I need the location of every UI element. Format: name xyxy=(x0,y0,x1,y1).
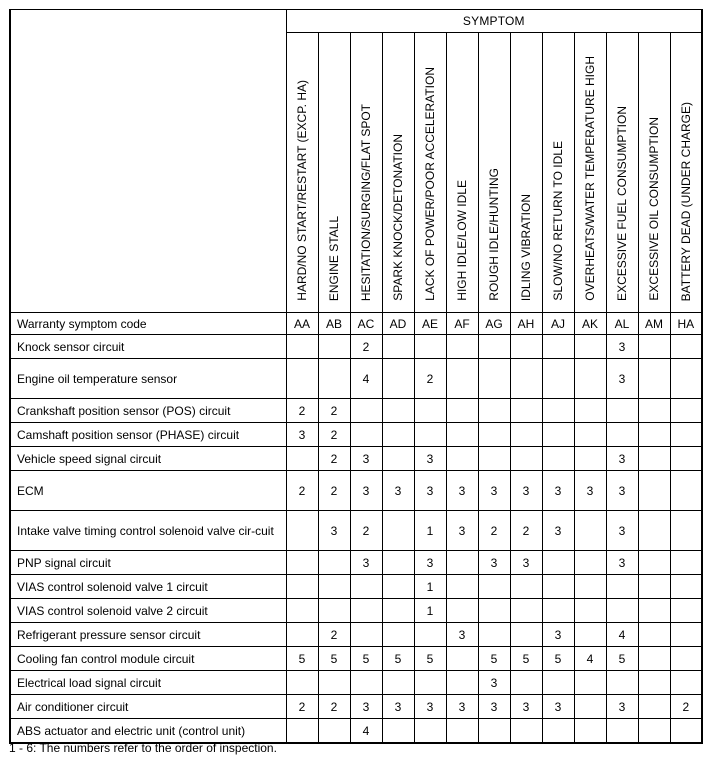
inspection-order-cell xyxy=(446,551,478,575)
inspection-order-cell xyxy=(638,647,670,671)
inspection-order-cell xyxy=(510,399,542,423)
inspection-order-cell xyxy=(318,551,350,575)
inspection-order-cell xyxy=(414,423,446,447)
inspection-order-cell: 2 xyxy=(350,335,382,359)
inspection-order-cell xyxy=(574,599,606,623)
inspection-order-cell: 3 xyxy=(478,695,510,719)
inspection-order-cell xyxy=(606,575,638,599)
column-header-label: LACK OF POWER/POOR ACCELERATION xyxy=(423,67,437,301)
column-header xyxy=(478,33,510,313)
inspection-order-cell: 5 xyxy=(286,647,318,671)
inspection-order-cell xyxy=(286,359,318,399)
inspection-order-cell xyxy=(446,423,478,447)
inspection-order-cell xyxy=(606,423,638,447)
column-header-label: HIGH IDLE/LOW IDLE xyxy=(455,180,469,301)
inspection-order-cell xyxy=(638,599,670,623)
inspection-order-cell xyxy=(286,719,318,744)
inspection-order-cell xyxy=(446,599,478,623)
inspection-order-cell xyxy=(510,335,542,359)
inspection-order-cell xyxy=(446,399,478,423)
inspection-order-cell xyxy=(286,447,318,471)
inspection-order-cell: 3 xyxy=(414,471,446,511)
inspection-order-cell xyxy=(446,671,478,695)
inspection-order-cell: 3 xyxy=(382,471,414,511)
column-header xyxy=(286,33,318,313)
row-label: Air conditioner circuit xyxy=(10,695,286,719)
inspection-order-cell xyxy=(318,671,350,695)
inspection-order-cell xyxy=(478,423,510,447)
warranty-code-cell: AH xyxy=(510,313,542,335)
inspection-order-cell xyxy=(638,719,670,744)
inspection-order-cell xyxy=(574,671,606,695)
inspection-order-cell: 1 xyxy=(414,599,446,623)
inspection-order-cell xyxy=(382,447,414,471)
inspection-order-cell xyxy=(574,551,606,575)
inspection-order-cell xyxy=(382,359,414,399)
inspection-order-cell xyxy=(478,359,510,399)
column-header-label: ENGINE STALL xyxy=(327,215,341,301)
inspection-order-cell: 5 xyxy=(478,647,510,671)
table-row xyxy=(10,471,702,511)
warranty-code-cell: AF xyxy=(446,313,478,335)
inspection-order-cell: 2 xyxy=(286,399,318,423)
inspection-order-cell xyxy=(670,359,702,399)
inspection-order-cell: 2 xyxy=(510,511,542,551)
inspection-order-cell xyxy=(574,695,606,719)
inspection-order-cell: 3 xyxy=(350,471,382,511)
inspection-order-cell xyxy=(638,671,670,695)
inspection-order-cell xyxy=(446,335,478,359)
table-row xyxy=(10,551,702,575)
inspection-order-cell xyxy=(670,551,702,575)
column-header-label: EXCESSIVE FUEL CONSUMPTION xyxy=(615,106,629,301)
warranty-code-cell: AD xyxy=(382,313,414,335)
inspection-order-cell xyxy=(350,599,382,623)
inspection-order-cell: 3 xyxy=(606,447,638,471)
inspection-order-cell: 3 xyxy=(478,471,510,511)
inspection-order-cell: 3 xyxy=(382,695,414,719)
inspection-order-cell xyxy=(414,671,446,695)
column-header-label: EXCESSIVE OIL CONSUMPTION xyxy=(647,117,661,301)
inspection-order-cell xyxy=(382,551,414,575)
inspection-order-cell xyxy=(318,719,350,744)
warranty-code-cell: AC xyxy=(350,313,382,335)
warranty-code-cell: AJ xyxy=(542,313,574,335)
table-row xyxy=(10,695,702,719)
inspection-order-cell xyxy=(382,423,414,447)
warranty-code-cell: AA xyxy=(286,313,318,335)
inspection-order-cell: 3 xyxy=(606,695,638,719)
inspection-order-cell xyxy=(670,447,702,471)
inspection-order-cell xyxy=(510,599,542,623)
inspection-order-cell: 3 xyxy=(542,511,574,551)
warranty-code-cell: AM xyxy=(638,313,670,335)
inspection-order-cell xyxy=(318,575,350,599)
inspection-order-cell: 3 xyxy=(350,551,382,575)
inspection-order-cell xyxy=(318,599,350,623)
inspection-order-cell: 3 xyxy=(414,447,446,471)
inspection-order-cell: 2 xyxy=(414,359,446,399)
inspection-order-cell xyxy=(574,335,606,359)
column-header xyxy=(446,33,478,313)
inspection-order-cell xyxy=(542,575,574,599)
row-label: ECM xyxy=(10,471,286,511)
inspection-order-cell xyxy=(574,575,606,599)
inspection-order-cell: 5 xyxy=(414,647,446,671)
inspection-order-cell xyxy=(478,335,510,359)
column-header-label: SLOW/NO RETURN TO IDLE xyxy=(551,141,565,301)
inspection-order-cell: 2 xyxy=(318,399,350,423)
inspection-order-cell xyxy=(670,575,702,599)
inspection-order-cell xyxy=(382,671,414,695)
table-row xyxy=(10,335,702,359)
inspection-order-cell: 3 xyxy=(478,671,510,695)
inspection-order-cell: 3 xyxy=(606,551,638,575)
inspection-order-cell: 5 xyxy=(350,647,382,671)
inspection-order-cell: 3 xyxy=(510,551,542,575)
table-row xyxy=(10,399,702,423)
inspection-order-cell xyxy=(286,671,318,695)
warranty-code-cell: AG xyxy=(478,313,510,335)
inspection-order-cell xyxy=(350,575,382,599)
row-label: Refrigerant pressure sensor circuit xyxy=(10,623,286,647)
inspection-order-cell xyxy=(638,623,670,647)
inspection-order-cell: 3 xyxy=(318,511,350,551)
inspection-order-cell xyxy=(542,423,574,447)
table-row xyxy=(10,575,702,599)
inspection-order-cell xyxy=(638,471,670,511)
column-header xyxy=(606,33,638,313)
inspection-order-cell xyxy=(286,575,318,599)
inspection-order-cell: 3 xyxy=(446,511,478,551)
inspection-order-cell: 1 xyxy=(414,575,446,599)
inspection-order-cell xyxy=(574,399,606,423)
inspection-order-cell xyxy=(382,575,414,599)
warranty-code-cell: AL xyxy=(606,313,638,335)
column-header xyxy=(350,33,382,313)
inspection-order-cell xyxy=(574,359,606,399)
inspection-order-cell: 2 xyxy=(286,471,318,511)
inspection-order-cell xyxy=(382,511,414,551)
inspection-order-cell xyxy=(446,575,478,599)
inspection-order-cell xyxy=(606,671,638,695)
inspection-order-cell xyxy=(638,511,670,551)
row-label: Knock sensor circuit xyxy=(10,335,286,359)
inspection-order-cell xyxy=(446,647,478,671)
inspection-order-cell: 3 xyxy=(510,471,542,511)
inspection-order-cell: 5 xyxy=(606,647,638,671)
inspection-order-cell xyxy=(382,599,414,623)
inspection-order-cell xyxy=(318,335,350,359)
inspection-order-cell xyxy=(542,671,574,695)
inspection-order-cell: 3 xyxy=(446,623,478,647)
inspection-order-cell xyxy=(542,599,574,623)
table-row xyxy=(10,623,702,647)
inspection-order-cell: 2 xyxy=(670,695,702,719)
inspection-order-cell: 2 xyxy=(478,511,510,551)
inspection-order-cell: 5 xyxy=(542,647,574,671)
inspection-order-cell xyxy=(574,511,606,551)
row-label: Engine oil temperature sensor xyxy=(10,359,286,399)
inspection-order-cell: 3 xyxy=(414,551,446,575)
inspection-order-cell xyxy=(414,623,446,647)
inspection-order-cell xyxy=(638,335,670,359)
inspection-order-cell xyxy=(638,551,670,575)
inspection-order-cell: 2 xyxy=(318,423,350,447)
column-header xyxy=(670,33,702,313)
inspection-order-cell xyxy=(606,399,638,423)
row-label: Crankshaft position sensor (POS) circuit xyxy=(10,399,286,423)
warranty-code-row xyxy=(10,313,702,335)
inspection-order-cell xyxy=(510,671,542,695)
column-header xyxy=(638,33,670,313)
table-row xyxy=(10,423,702,447)
inspection-order-cell xyxy=(574,447,606,471)
inspection-order-cell xyxy=(286,551,318,575)
inspection-order-cell xyxy=(542,719,574,744)
symptom-header: SYMPTOM xyxy=(286,10,702,33)
inspection-order-cell xyxy=(286,623,318,647)
row-label: Intake valve timing control solenoid valve cir-cuit xyxy=(10,511,286,551)
column-header-label: ROUGH IDLE/HUNTING xyxy=(487,168,501,301)
inspection-order-cell: 3 xyxy=(446,695,478,719)
inspection-order-cell: 2 xyxy=(318,447,350,471)
table-row xyxy=(10,647,702,671)
inspection-order-cell xyxy=(638,695,670,719)
inspection-order-cell xyxy=(478,575,510,599)
inspection-order-cell xyxy=(670,471,702,511)
inspection-order-cell xyxy=(670,647,702,671)
inspection-order-cell xyxy=(638,423,670,447)
inspection-order-cell xyxy=(542,359,574,399)
inspection-order-cell: 4 xyxy=(574,647,606,671)
row-label: Vehicle speed signal circuit xyxy=(10,447,286,471)
inspection-order-cell: 3 xyxy=(350,447,382,471)
inspection-order-cell xyxy=(414,399,446,423)
inspection-order-cell xyxy=(670,719,702,744)
inspection-order-cell: 3 xyxy=(542,695,574,719)
inspection-order-cell xyxy=(670,423,702,447)
inspection-order-cell: 3 xyxy=(574,471,606,511)
inspection-order-cell xyxy=(574,623,606,647)
column-header xyxy=(414,33,446,313)
corner-cell xyxy=(10,10,286,313)
inspection-order-cell xyxy=(350,623,382,647)
inspection-order-cell xyxy=(670,599,702,623)
inspection-order-cell xyxy=(478,623,510,647)
inspection-order-cell xyxy=(446,359,478,399)
inspection-order-cell: 1 xyxy=(414,511,446,551)
inspection-order-cell: 3 xyxy=(606,335,638,359)
inspection-order-cell xyxy=(670,399,702,423)
inspection-order-cell xyxy=(478,719,510,744)
inspection-order-cell xyxy=(478,447,510,471)
inspection-order-cell xyxy=(670,335,702,359)
inspection-order-cell: 3 xyxy=(606,511,638,551)
symptom-table xyxy=(9,9,703,744)
inspection-order-cell xyxy=(542,551,574,575)
inspection-order-cell: 5 xyxy=(382,647,414,671)
inspection-order-cell xyxy=(478,599,510,623)
row-label: Warranty symptom code xyxy=(10,313,286,335)
inspection-order-cell xyxy=(638,447,670,471)
inspection-order-cell xyxy=(542,447,574,471)
inspection-order-cell xyxy=(670,671,702,695)
inspection-order-cell xyxy=(510,719,542,744)
inspection-order-cell: 3 xyxy=(510,695,542,719)
inspection-order-cell: 4 xyxy=(350,719,382,744)
inspection-order-cell xyxy=(318,359,350,399)
table-row xyxy=(10,599,702,623)
inspection-order-cell xyxy=(670,623,702,647)
row-label: Camshaft position sensor (PHASE) circuit xyxy=(10,423,286,447)
inspection-order-cell xyxy=(638,399,670,423)
column-header xyxy=(318,33,350,313)
inspection-order-cell xyxy=(510,423,542,447)
inspection-order-cell: 3 xyxy=(478,551,510,575)
inspection-order-cell xyxy=(350,423,382,447)
inspection-order-cell xyxy=(670,511,702,551)
inspection-order-cell: 5 xyxy=(318,647,350,671)
row-label: VIAS control solenoid valve 2 circuit xyxy=(10,599,286,623)
inspection-order-cell xyxy=(414,719,446,744)
inspection-order-cell xyxy=(350,671,382,695)
inspection-order-cell: 4 xyxy=(606,623,638,647)
inspection-order-cell xyxy=(574,423,606,447)
inspection-order-cell: 3 xyxy=(414,695,446,719)
table-body xyxy=(10,313,702,744)
inspection-order-cell: 3 xyxy=(446,471,478,511)
inspection-order-cell xyxy=(382,399,414,423)
inspection-order-cell xyxy=(606,599,638,623)
warranty-code-cell: HA xyxy=(670,313,702,335)
inspection-order-cell xyxy=(542,399,574,423)
row-label: Cooling fan control module circuit xyxy=(10,647,286,671)
inspection-order-cell xyxy=(542,335,574,359)
inspection-order-cell: 2 xyxy=(318,471,350,511)
row-label: PNP signal circuit xyxy=(10,551,286,575)
inspection-order-cell xyxy=(382,335,414,359)
inspection-order-cell xyxy=(446,447,478,471)
inspection-order-cell: 3 xyxy=(350,695,382,719)
inspection-order-cell xyxy=(478,399,510,423)
inspection-order-cell xyxy=(414,335,446,359)
row-label: VIAS control solenoid valve 1 circuit xyxy=(10,575,286,599)
inspection-order-cell xyxy=(286,335,318,359)
inspection-order-cell: 4 xyxy=(350,359,382,399)
inspection-order-cell xyxy=(286,511,318,551)
row-label: ABS actuator and electric unit (control unit) xyxy=(10,719,286,744)
row-label: Electrical load signal circuit xyxy=(10,671,286,695)
inspection-order-cell xyxy=(446,719,478,744)
column-header-label: OVERHEATS/WATER TEMPERATURE HIGH xyxy=(583,56,597,301)
table-header xyxy=(10,10,702,313)
table-row xyxy=(10,719,702,744)
inspection-order-cell xyxy=(350,399,382,423)
inspection-order-cell xyxy=(382,719,414,744)
column-header xyxy=(574,33,606,313)
column-header-label: HARD/NO START/RESTART (EXCP. HA) xyxy=(295,80,309,301)
inspection-order-cell: 2 xyxy=(318,623,350,647)
warranty-code-cell: AK xyxy=(574,313,606,335)
inspection-order-cell: 3 xyxy=(606,471,638,511)
inspection-order-cell xyxy=(638,359,670,399)
inspection-order-cell xyxy=(510,359,542,399)
inspection-order-cell: 2 xyxy=(286,695,318,719)
inspection-order-cell xyxy=(510,447,542,471)
column-header-label: HESITATION/SURGING/FLAT SPOT xyxy=(359,103,373,301)
column-header xyxy=(510,33,542,313)
table-row xyxy=(10,359,702,399)
inspection-order-cell xyxy=(574,719,606,744)
inspection-order-cell xyxy=(510,575,542,599)
inspection-order-cell: 3 xyxy=(542,471,574,511)
inspection-order-cell xyxy=(286,599,318,623)
inspection-order-cell: 3 xyxy=(286,423,318,447)
footnote: 1 - 6: The numbers refer to the order of inspection. xyxy=(9,741,277,755)
column-header xyxy=(542,33,574,313)
inspection-order-cell: 5 xyxy=(510,647,542,671)
inspection-order-cell: 2 xyxy=(318,695,350,719)
table-row xyxy=(10,671,702,695)
inspection-order-cell xyxy=(638,575,670,599)
column-header xyxy=(382,33,414,313)
inspection-order-cell xyxy=(606,719,638,744)
column-header-label: SPARK KNOCK/DETONATION xyxy=(391,134,405,301)
column-header-label: IDLING VIBRATION xyxy=(519,193,533,301)
inspection-order-cell: 3 xyxy=(606,359,638,399)
inspection-order-cell: 3 xyxy=(542,623,574,647)
inspection-order-cell xyxy=(510,623,542,647)
inspection-order-cell: 2 xyxy=(350,511,382,551)
table-row xyxy=(10,447,702,471)
inspection-order-cell xyxy=(382,623,414,647)
warranty-code-cell: AE xyxy=(414,313,446,335)
table-row xyxy=(10,511,702,551)
warranty-code-cell: AB xyxy=(318,313,350,335)
column-header-label: BATTERY DEAD (UNDER CHARGE) xyxy=(678,101,693,301)
